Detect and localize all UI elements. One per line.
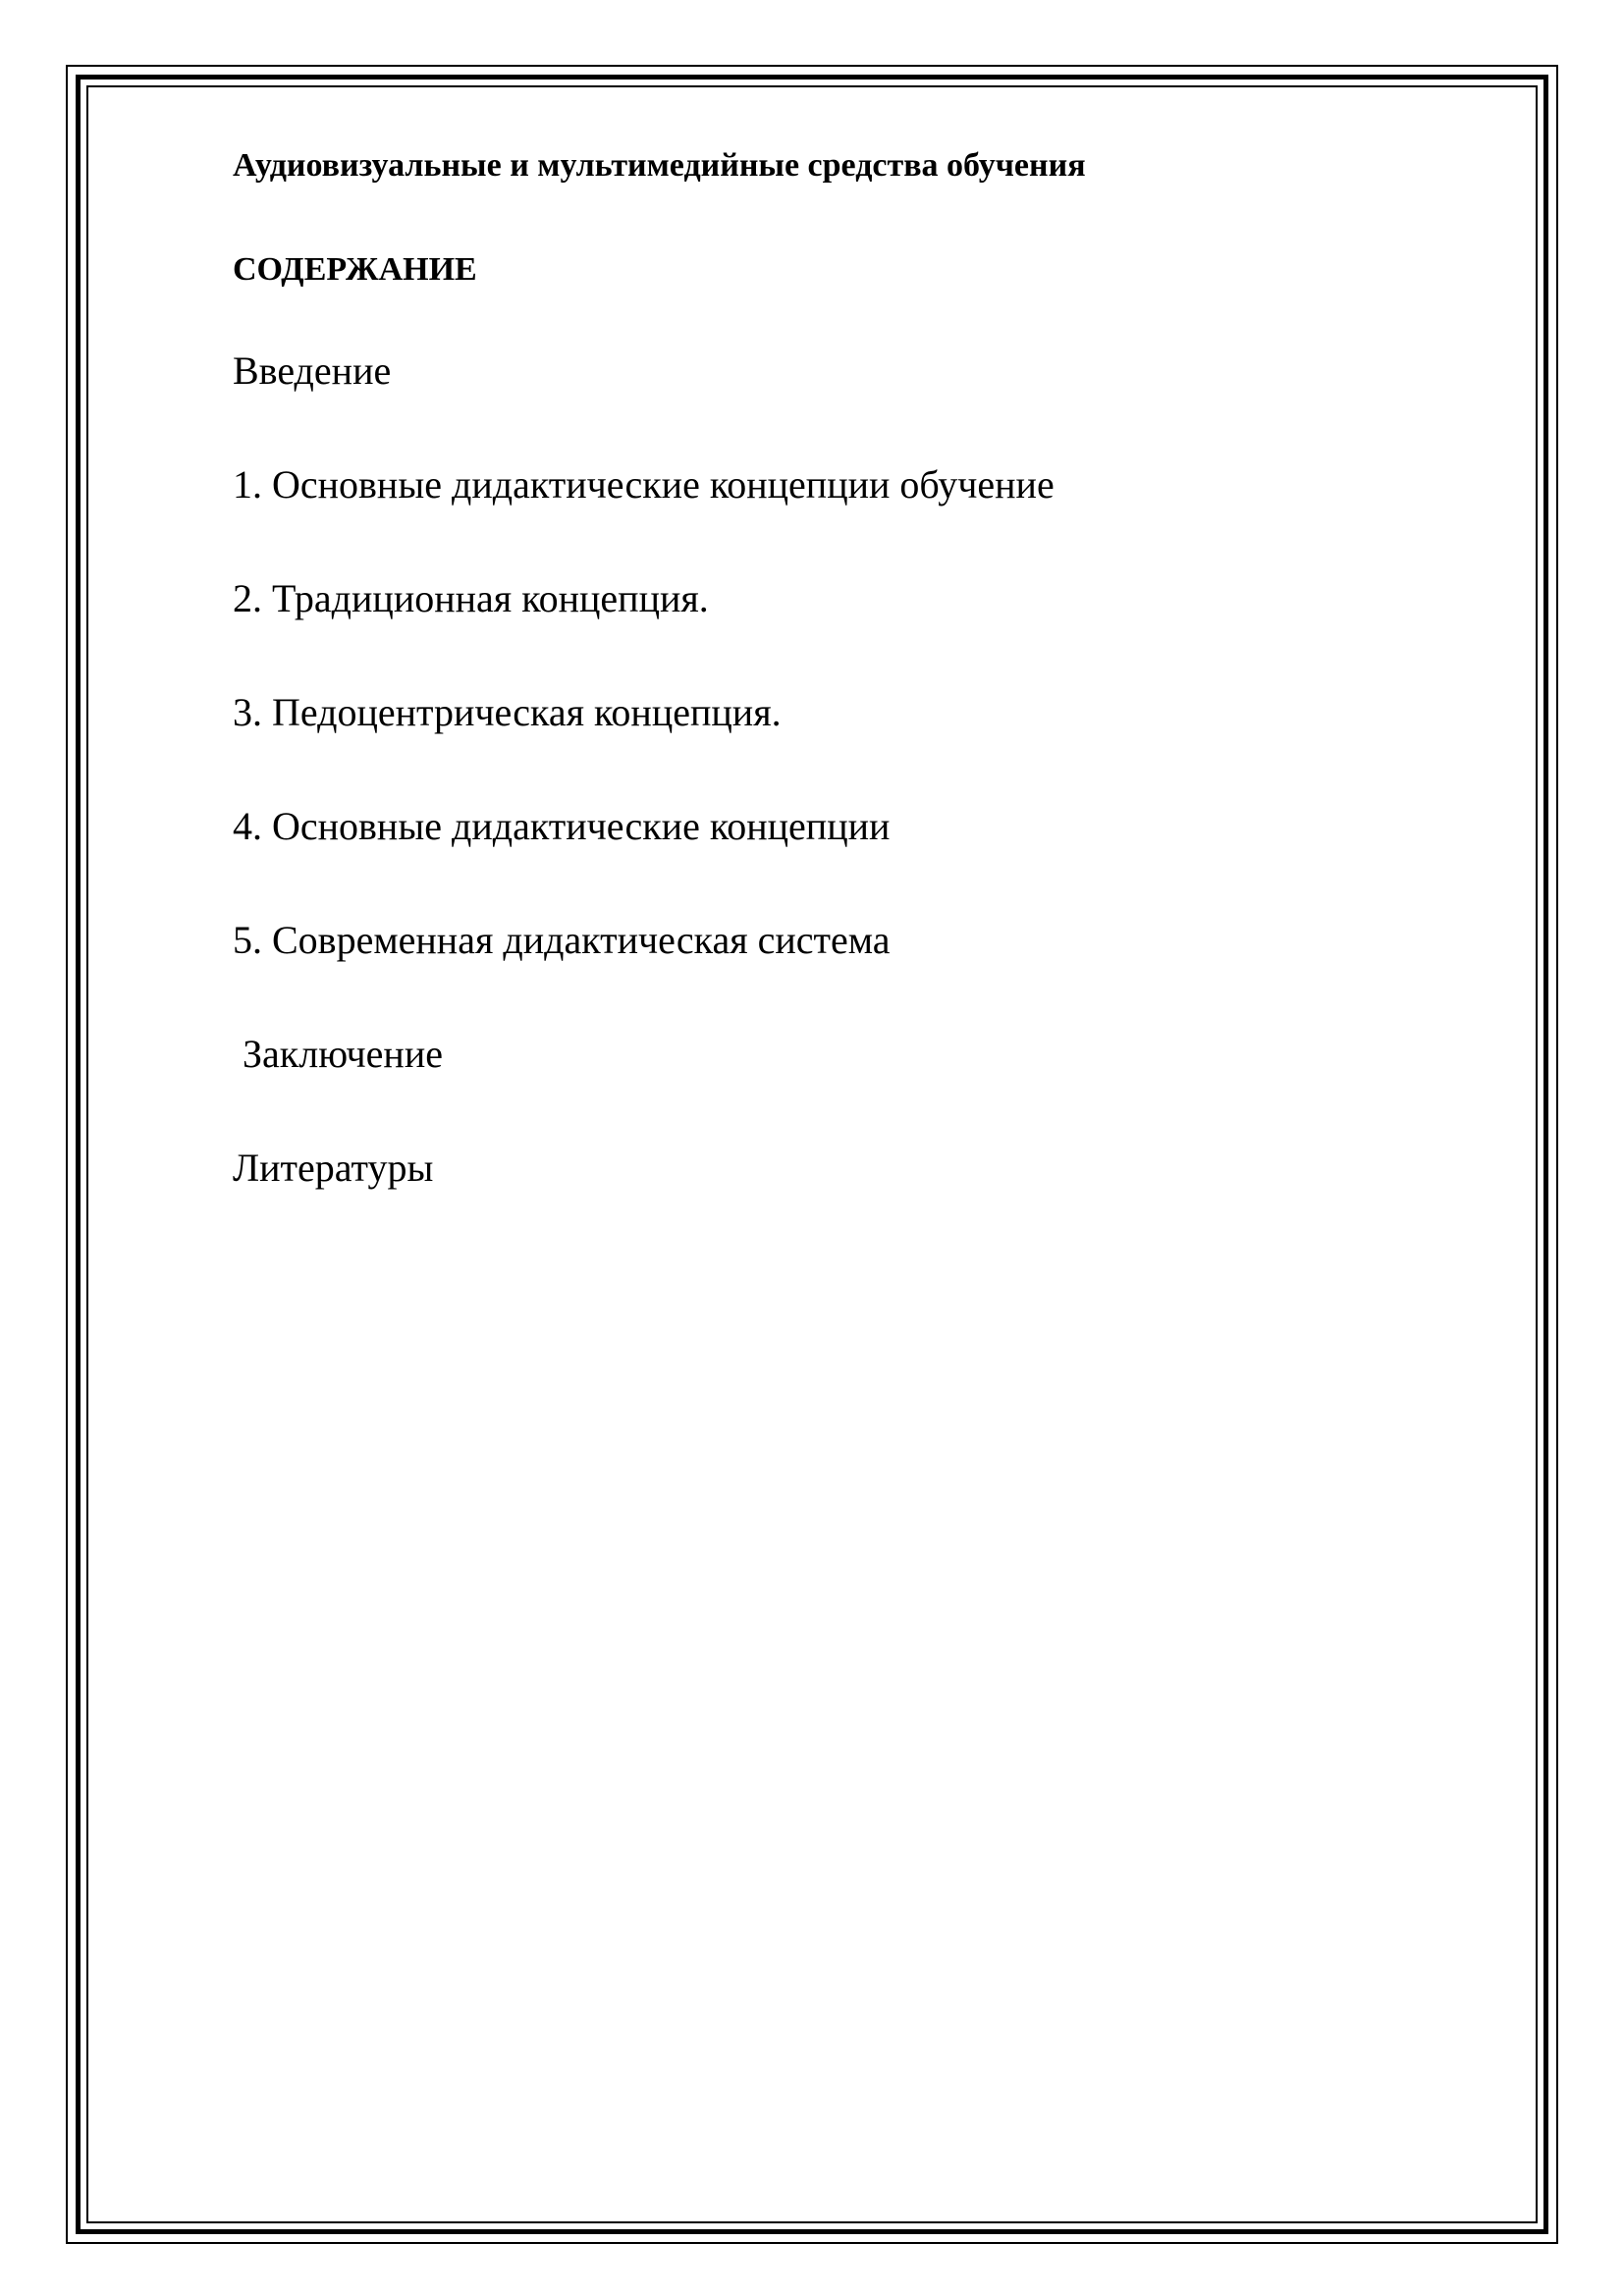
toc-item-text: Основные дидактические концепции xyxy=(272,804,891,848)
toc-item-text: Современная дидактическая система xyxy=(272,918,891,962)
toc-item-number: 5. xyxy=(233,918,262,962)
toc-item-text: Литературы xyxy=(233,1146,434,1190)
toc-item-introduction xyxy=(233,342,1460,400)
toc-item-number: 4. xyxy=(233,804,262,848)
toc-heading: СОДЕРЖАНИЕ xyxy=(233,251,477,288)
toc-item-text: Основные дидактические концепции обучение xyxy=(272,462,1055,507)
toc-item-2 xyxy=(233,569,1460,628)
toc-item-conclusion xyxy=(233,1025,1460,1084)
toc-item-number: 2. xyxy=(233,576,262,620)
toc-item-4 xyxy=(233,797,1460,856)
toc-item-text: Введение xyxy=(233,348,392,393)
toc-item-3 xyxy=(233,683,1460,742)
toc-item-number: 1. xyxy=(233,462,262,507)
toc-item-number: 3. xyxy=(233,690,262,734)
toc-item-5 xyxy=(233,911,1460,970)
toc-item-references xyxy=(233,1139,1460,1198)
page-content xyxy=(233,137,1460,1253)
toc-item-text: Традиционная концепция. xyxy=(272,576,709,620)
toc-item-text: Педоцентрическая концепция. xyxy=(272,690,782,734)
document-title: Аудиовизуальные и мультимедийные средства обучения xyxy=(233,147,1086,184)
table-of-contents xyxy=(233,342,1460,1198)
toc-item-1 xyxy=(233,455,1460,514)
toc-item-text: Заключение xyxy=(243,1032,443,1076)
